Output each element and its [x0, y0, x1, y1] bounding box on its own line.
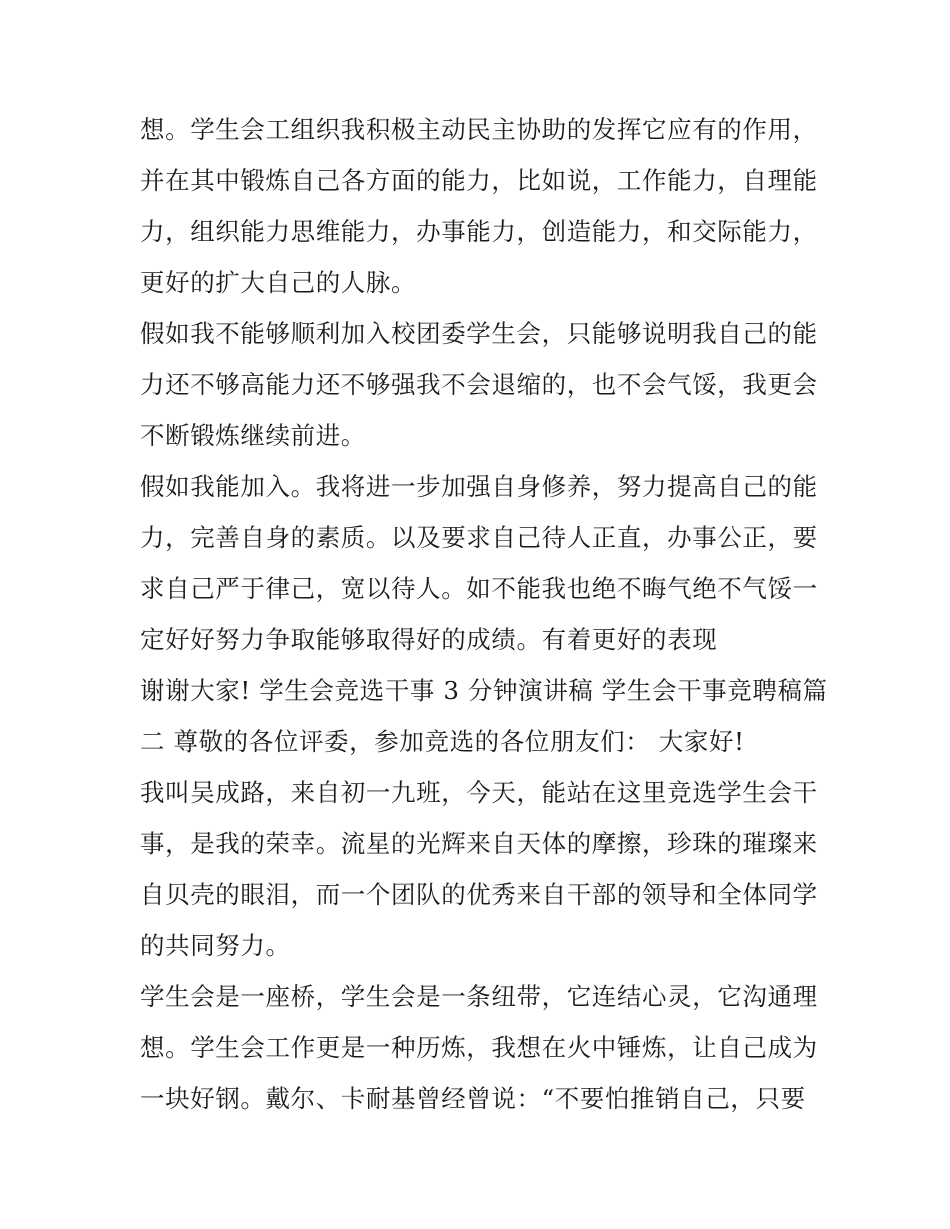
text-line: 假如我不能够顺利加入校团委学生会，只能够说明我自己的能 — [140, 319, 818, 348]
text-line: 的共同努力。 — [140, 931, 291, 960]
text-line: 谢谢大家! 学生会竞选干事 3 分钟演讲稿 学生会干事竞聘稿篇 — [140, 676, 828, 705]
text-line: 力还不够高能力还不够强我不会退缩的，也不会气馁，我更会 — [140, 370, 818, 399]
text-line: 我叫吴成路，来自初一九班，今天，能站在这里竞选学生会干 — [140, 778, 818, 807]
text-line: 更好的扩大自己的人脉。 — [140, 268, 417, 297]
text-line: 一块好钢。戴尔、卡耐基曾经曾说：“不要怕推销自己，只要 — [140, 1084, 806, 1113]
text-line: 并在其中锻炼自己各方面的能力，比如说，工作能力，自理能 — [140, 166, 818, 195]
text-line: 定好好努力争取能够取得好的成绩。有着更好的表现 — [140, 625, 718, 654]
document-body — [140, 104, 828, 1124]
text-line: 学生会是一座桥，学生会是一条纽带，它连结心灵，它沟通理 — [140, 982, 818, 1011]
text-line: 不断锻炼继续前进。 — [140, 421, 366, 450]
text-line: 想。学生会工组织我积极主动民主协助的发挥它应有的作用， — [140, 115, 818, 144]
text-line: 力，组织能力思维能力，办事能力，创造能力，和交际能力， — [140, 217, 818, 246]
text-line: 事，是我的荣幸。流星的光辉来自天体的摩擦，珍珠的璀璨来 — [140, 829, 818, 858]
text-line: 想。学生会工作更是一种历炼，我想在火中锤炼，让自己成为 — [140, 1033, 818, 1062]
text-line: 求自己严于律己，宽以待人。如不能我也绝不晦气绝不气馁一 — [140, 574, 818, 603]
text-line: 自贝壳的眼泪，而一个团队的优秀来自干部的领导和全体同学 — [140, 880, 818, 909]
text-line: 假如我能加入。我将进一步加强自身修养，努力提高自己的能 — [140, 472, 818, 501]
text-line: 二 尊敬的各位评委，参加竞选的各位朋友们： 大家好! — [140, 727, 745, 756]
text-line: 力，完善自身的素质。以及要求自己待人正直，办事公正，要 — [140, 523, 818, 552]
